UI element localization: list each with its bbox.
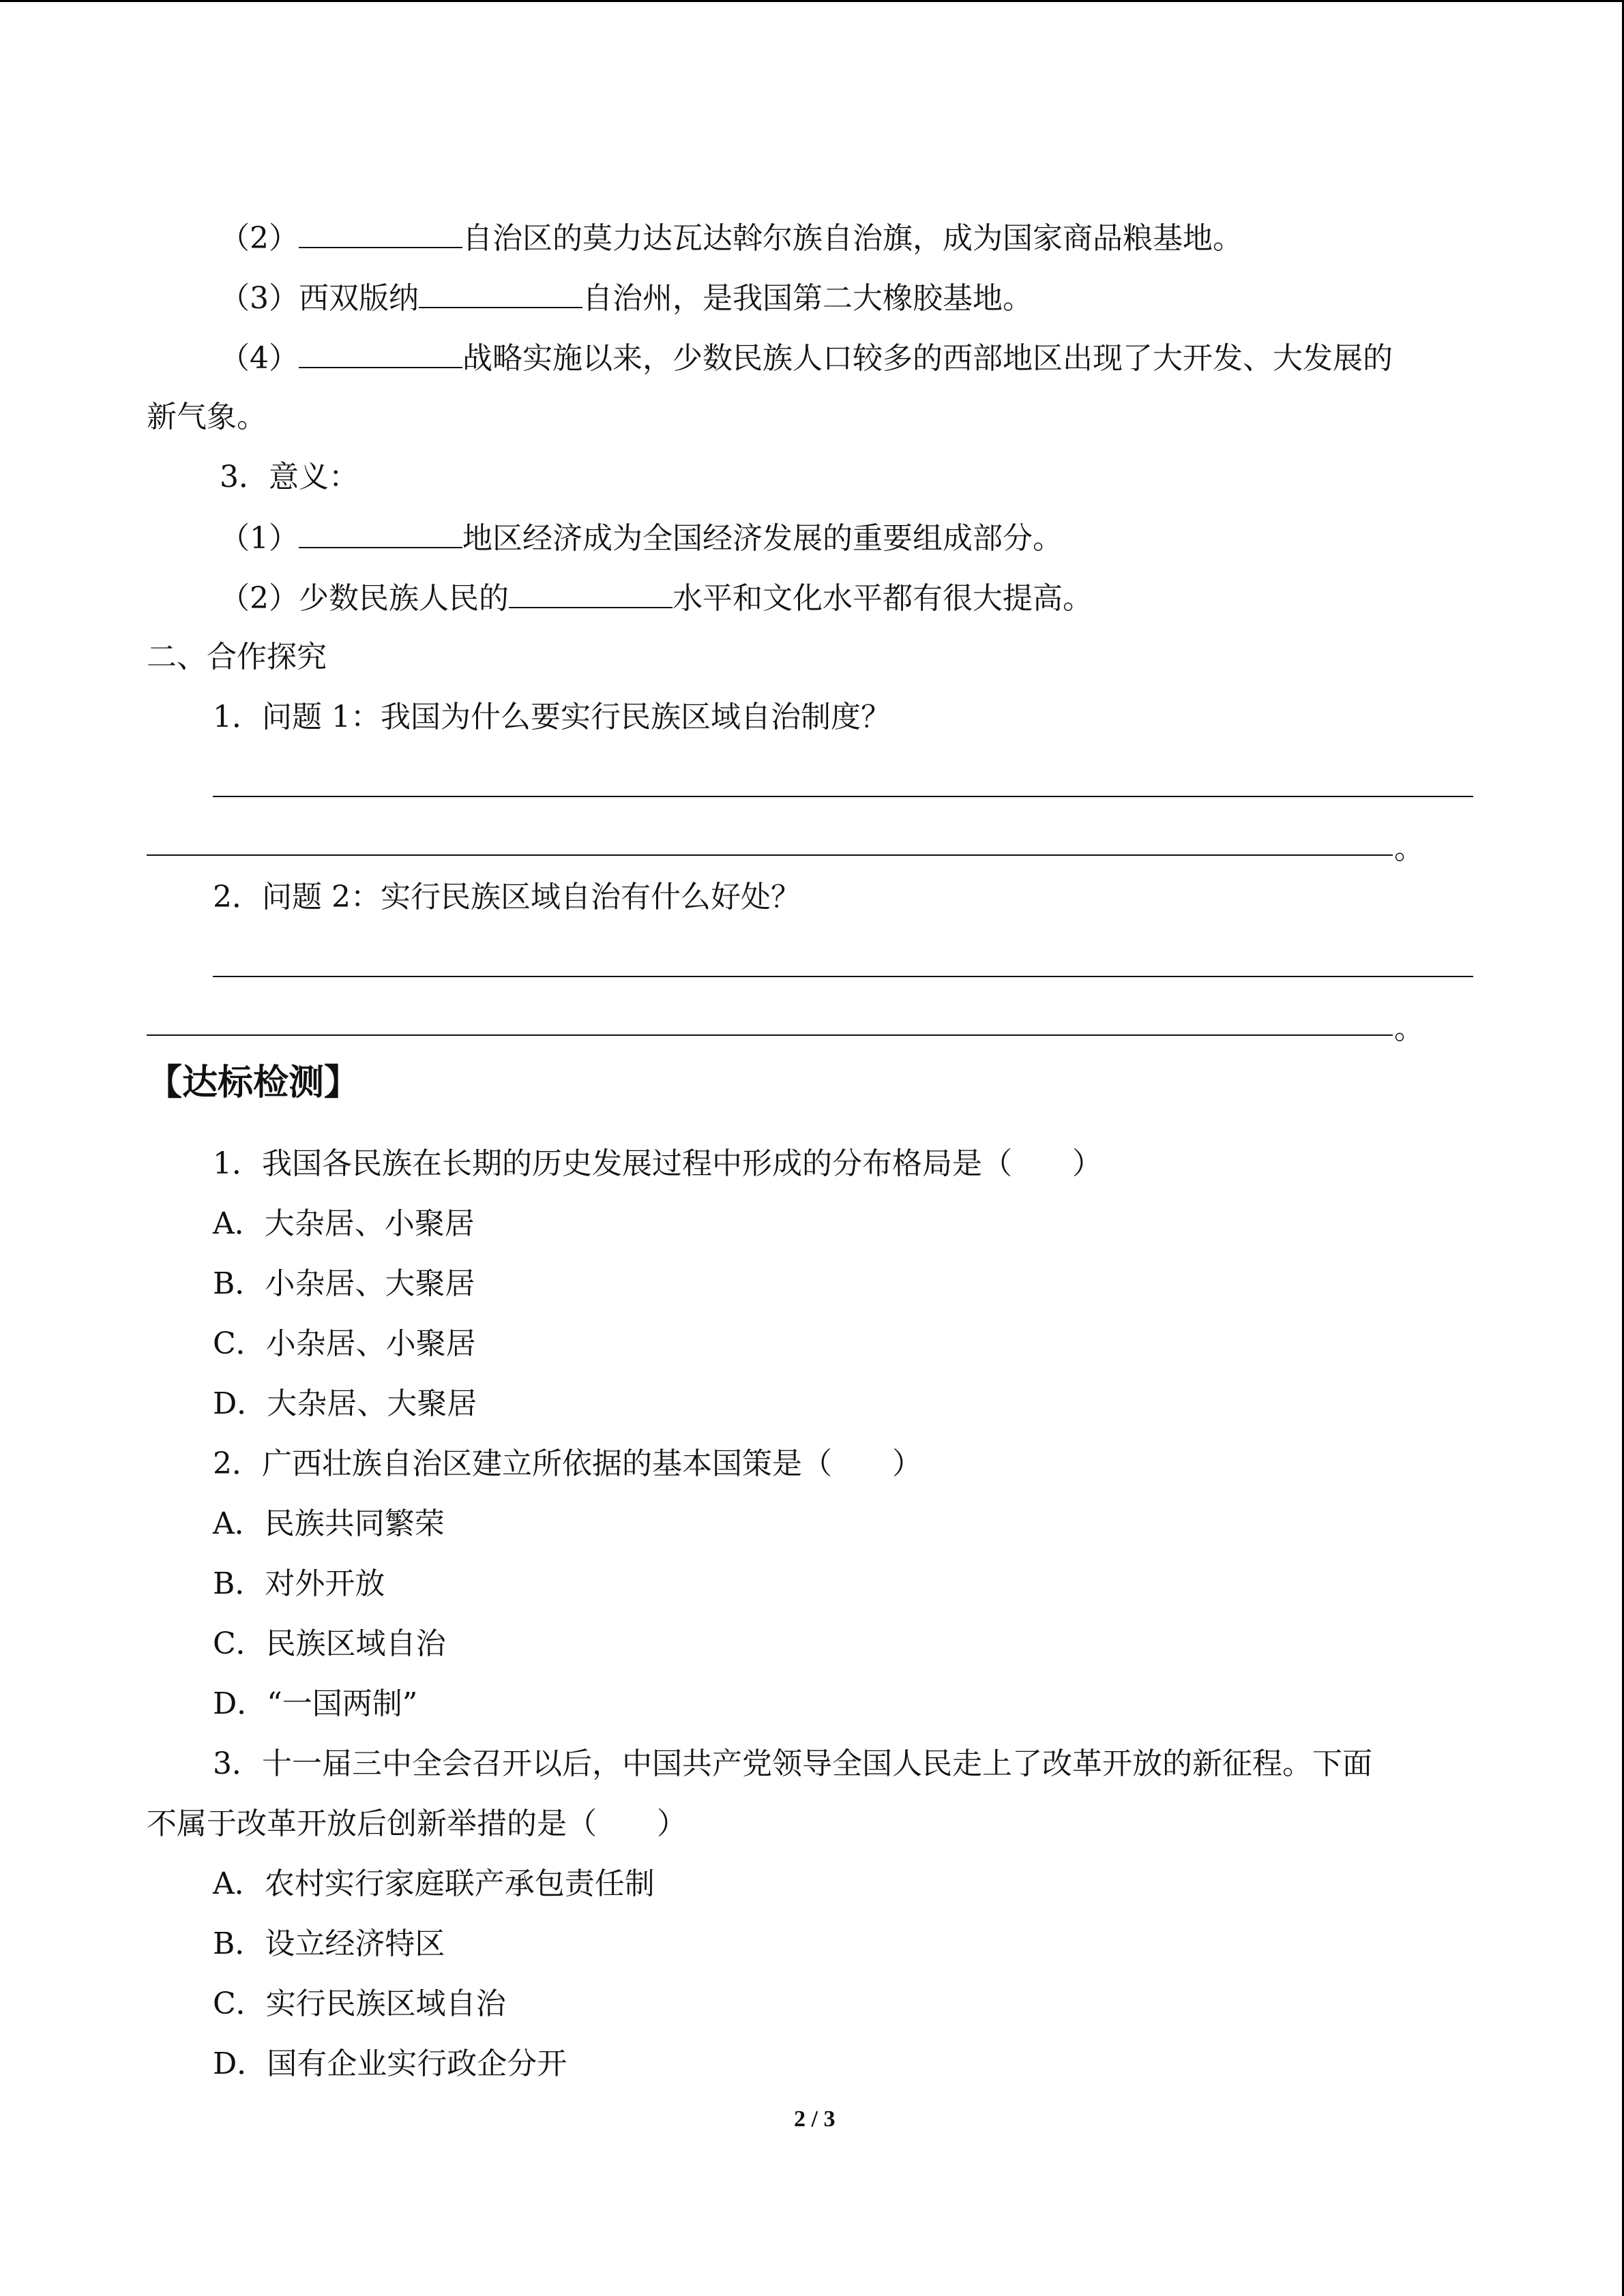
meaning-title: 3．意义： — [220, 460, 359, 494]
fill-item-suffix: 自治州，是我国第二大橡胶基地。 — [582, 281, 1033, 316]
option-a[interactable]: A．大杂居、小聚居 — [213, 1206, 475, 1241]
answer-line[interactable] — [213, 976, 1473, 977]
test-question-1: 1．我国各民族在长期的历史发展过程中形成的分布格局是（ ） — [213, 1146, 1102, 1181]
option-d[interactable]: D．大杂居、大聚居 — [213, 1386, 477, 1421]
option-b[interactable]: B．设立经济特区 — [213, 1926, 445, 1961]
answer-line[interactable] — [213, 796, 1473, 797]
meaning-item-2 — [220, 577, 1093, 619]
answer-blank[interactable] — [299, 337, 462, 368]
meaning-suffix: 地区经济成为全国经济发展的重要组成部分。 — [462, 521, 1063, 556]
answer-period: 。 — [1394, 831, 1424, 866]
answer-period: 。 — [1394, 1011, 1424, 1046]
meaning-prefix: （1） — [220, 521, 299, 556]
option-c[interactable]: C．小杂居、小聚居 — [213, 1326, 476, 1361]
fill-item-4 — [220, 337, 1393, 379]
page-number: 2 / 3 — [794, 2106, 836, 2132]
fill-item-suffix: 战略实施以来，少数民族人口较多的西部地区出现了大开发、大发展的 — [462, 341, 1393, 376]
test-question-2: 2．广西壮族自治区建立所依据的基本国策是（ ） — [213, 1446, 922, 1481]
option-b[interactable]: B．小杂居、大聚居 — [213, 1266, 475, 1301]
option-d[interactable]: D．“一国两制” — [213, 1686, 418, 1721]
option-c[interactable]: C．民族区域自治 — [213, 1626, 446, 1661]
cooperation-question-2: 2．问题 2：实行民族区域自治有什么好处？ — [213, 880, 801, 914]
section-heading: 【达标检测】 — [147, 1062, 360, 1103]
test-question-3-line-1: 3．十一届三中全会召开以后，中国共产党领导全国人民走上了改革开放的新征程。下面 — [213, 1746, 1372, 1781]
fill-item-4-continuation: 新气象。 — [147, 400, 267, 434]
answer-line[interactable] — [147, 1034, 1393, 1036]
answer-blank[interactable] — [299, 517, 462, 548]
fill-item-2 — [220, 217, 1243, 259]
fill-item-3 — [220, 277, 1033, 319]
fill-item-prefix: （2） — [220, 221, 299, 256]
fill-item-prefix: （3）西双版纳 — [220, 281, 419, 316]
answer-line[interactable] — [147, 854, 1393, 856]
option-c[interactable]: C．实行民族区域自治 — [213, 1986, 506, 2021]
fill-item-suffix: 自治区的莫力达瓦达斡尔族自治旗，成为国家商品粮基地。 — [462, 221, 1243, 256]
answer-blank[interactable] — [419, 277, 582, 308]
option-a[interactable]: A．农村实行家庭联产承包责任制 — [213, 1866, 655, 1901]
meaning-prefix: （2）少数民族人民的 — [220, 581, 509, 616]
option-d[interactable]: D．国有企业实行政企分开 — [213, 2046, 567, 2081]
meaning-item-1 — [220, 517, 1063, 559]
fill-item-prefix: （4） — [220, 341, 299, 376]
meaning-suffix: 水平和文化水平都有很大提高。 — [673, 581, 1093, 616]
option-a[interactable]: A．民族共同繁荣 — [213, 1506, 445, 1541]
option-b[interactable]: B．对外开放 — [213, 1566, 385, 1601]
test-question-3-line-2: 不属于改革开放后创新举措的是（ ） — [147, 1806, 687, 1841]
cooperation-title: 二、合作探究 — [147, 640, 327, 674]
cooperation-question-1: 1．问题 1：我国为什么要实行民族区域自治制度？ — [213, 700, 891, 734]
answer-blank[interactable] — [299, 217, 462, 248]
answer-blank[interactable] — [509, 577, 673, 608]
